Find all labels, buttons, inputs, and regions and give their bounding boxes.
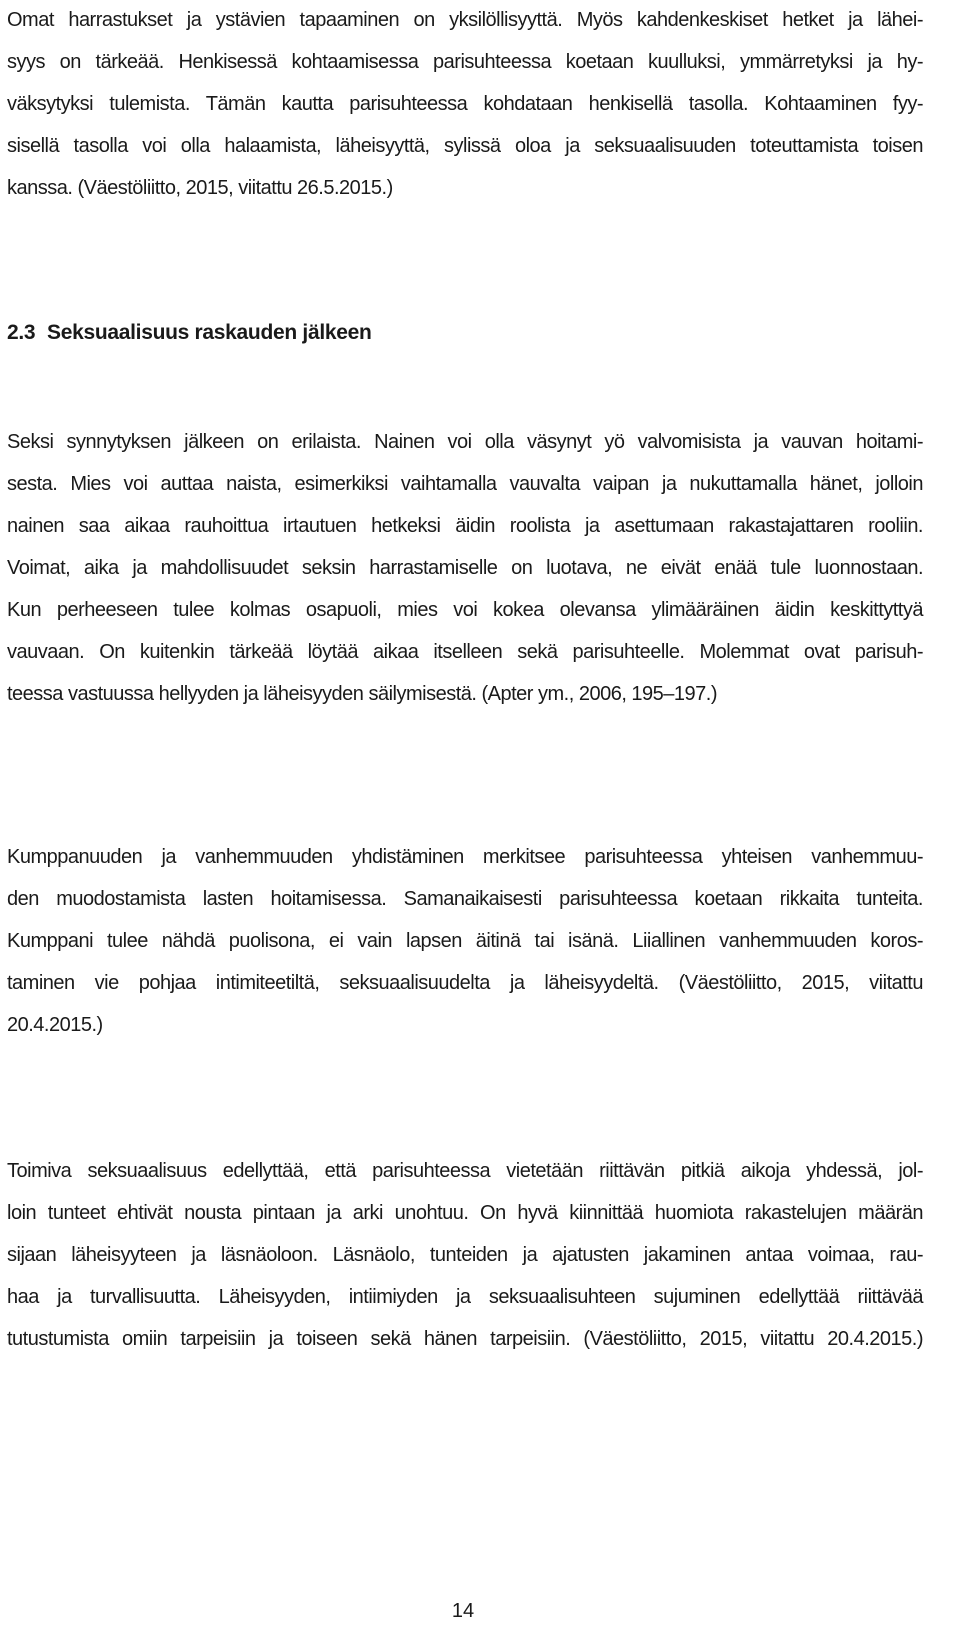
text-line: vauvaan. On kuitenkin tärkeää löytää aikaa itselleen sekä parisuhteelle. Molemmat ovat parisuh- <box>7 641 923 663</box>
text-line: Toimiva seksuaalisuus edellyttää, että parisuhteessa vietetään riittävän pitkiä aikoja yhdessä, jol- <box>7 1160 923 1182</box>
text-line: syys on tärkeää. Henkisessä kohtaamisessa parisuhteessa koetaan kuulluksi, ymmärretyksi ja hy- <box>7 51 923 73</box>
section-heading <box>7 312 372 354</box>
text-line: Kun perheeseen tulee kolmas osapuoli, mies voi kokea olevansa ylimääräinen äidin keskittyttyä <box>7 599 923 621</box>
paragraph-4 <box>7 1150 923 1360</box>
text-line: Kumppani tulee nähdä puolisona, ei vain lapsen äitinä tai isänä. Liiallinen vanhemmuuden koros- <box>7 930 923 952</box>
text-line: Seksi synnytyksen jälkeen on erilaista. Nainen voi olla väsynyt yö valvomisista ja vauvan hoitami- <box>7 431 923 453</box>
paragraph-3 <box>7 836 923 1046</box>
text-line: tutustumista omiin tarpeisiin ja toiseen sekä hänen tarpeisiin. (Väestöliitto, 2015, viitattu 20.4.2015.) <box>7 1328 923 1350</box>
section-title: Seksuaalisuus raskauden jälkeen <box>47 321 372 344</box>
text-line: taminen vie pohjaa intimiteetiltä, seksuaalisuudelta ja läheisyydeltä. (Väestöliitto, 2015, viitattu <box>7 972 923 994</box>
text-line: Kumppanuuden ja vanhemmuuden yhdistäminen merkitsee parisuhteessa yhteisen vanhemmuu- <box>7 846 923 868</box>
text-line: Omat harrastukset ja ystävien tapaaminen on yksilöllisyyttä. Myös kahdenkeskiset hetket ja lähei- <box>7 9 923 31</box>
text-line: sijaan läheisyyteen ja läsnäoloon. Läsnäolo, tunteiden ja ajatusten jakaminen antaa voimaa, rau- <box>7 1244 923 1266</box>
section-number: 2.3 <box>7 321 36 344</box>
text-line: loin tunteet ehtivät nousta pintaan ja arki unohtuu. On hyvä kiinnittää huomiota rakastelujen määrän <box>7 1202 923 1224</box>
text-line: Voimat, aika ja mahdollisuudet seksin harrastamiselle on luotava, ne eivät enää tule luonnostaan. <box>7 557 923 579</box>
text-line: 20.4.2015.) <box>7 1014 103 1036</box>
text-line: kanssa. (Väestöliitto, 2015, viitattu 26.5.2015.) <box>7 177 393 199</box>
paragraph-2 <box>7 421 923 715</box>
text-line: sisellä tasolla voi olla halaamista, läheisyyttä, sylissä oloa ja seksuaalisuuden toteuttamista toisen <box>7 135 923 157</box>
text-line: teessa vastuussa hellyyden ja läheisyyden säilymisestä. (Apter ym., 2006, 195–197.) <box>7 683 718 705</box>
text-line: sesta. Mies voi auttaa naista, esimerkiksi vaihtamalla vauvalta vaipan ja nukuttamalla hänet, jolloin <box>7 473 923 495</box>
text-line: haa ja turvallisuutta. Läheisyyden, intiimiyden ja seksuaalisuhteen sujuminen edellyttää riittävää <box>7 1286 923 1308</box>
text-line: den muodostamista lasten hoitamisessa. Samanaikaisesti parisuhteessa koetaan rikkaita tunteita. <box>7 888 923 910</box>
text-line: nainen saa aikaa rauhoittua irtautuen hetkeksi äidin roolista ja asettumaan rakastajattaren rooliin. <box>7 515 923 537</box>
paragraph-1 <box>7 0 923 209</box>
page-number: 14 <box>451 1600 475 1622</box>
text-line: väksytyksi tulemista. Tämän kautta parisuhteessa kohdataan henkisellä tasolla. Kohtaaminen fyy- <box>7 93 923 115</box>
